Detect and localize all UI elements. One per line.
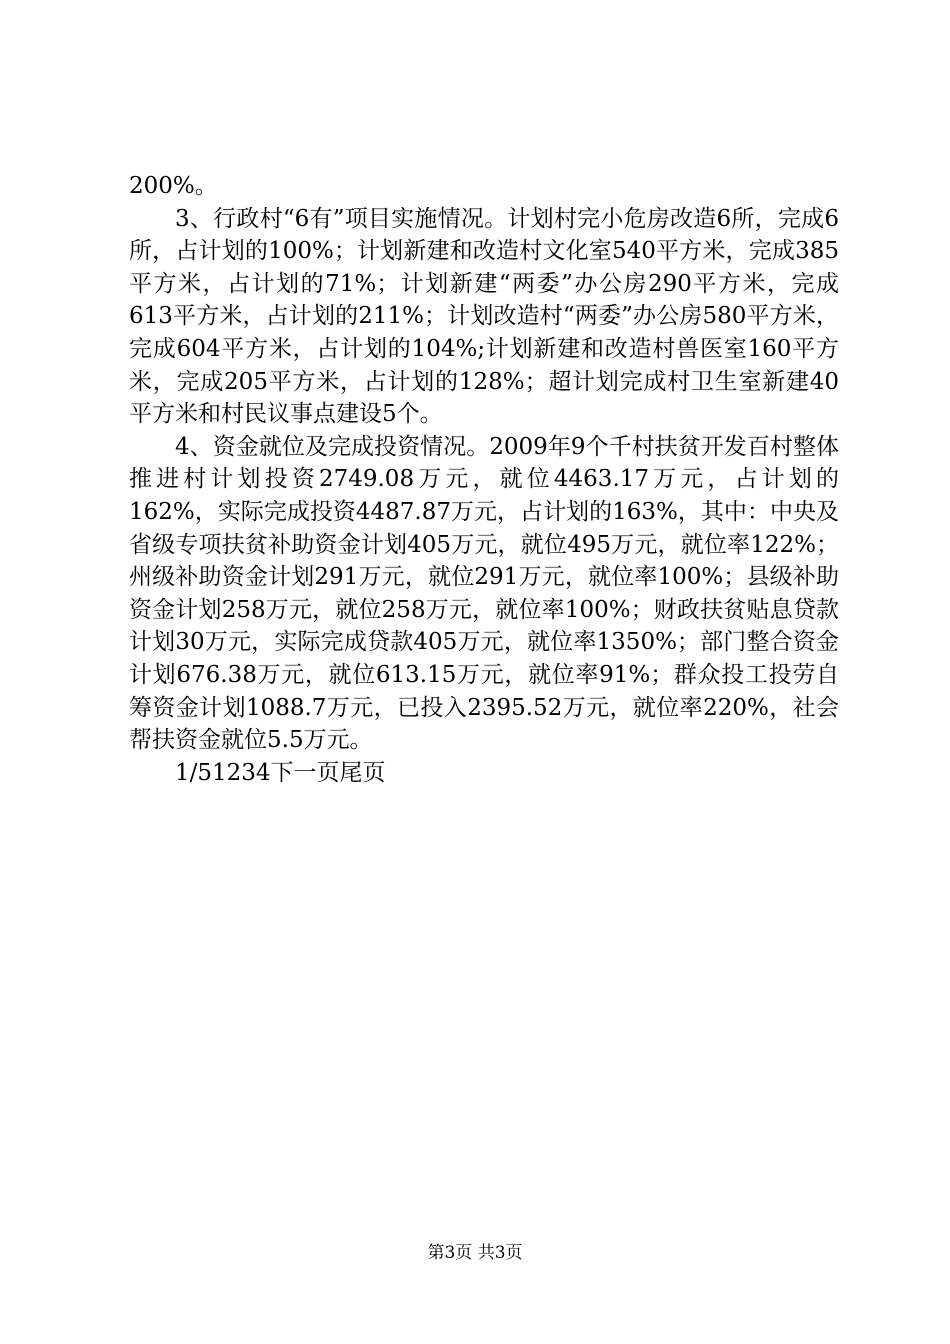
paragraph-item-3: 3、行政村“6有”项目实施情况。计划村完小危房改造6所，完成6所，占计划的100%；计划新建和改造村文化室540平方米，完成385平方米，占计划的71%；计划新建“两委”办公房290平方米，完成613平方米，占计划的211%；计划改造村“两委”办公房580平方米，完成604平方米，占计划的104%;计划新建和改造村兽医室160平方米，完成205平方米，占计划的128%；超计划完成村卫生室新建40平方米和村民议事点建设5个。: [129, 205, 839, 428]
paragraph-item-4: 4、资金就位及完成投资情况。2009年9个千村扶贫开发百村整体推进村计划投资2749.08万元，就位4463.17万元，占计划的162%，实际完成投资4487.87万元，占计划的163%，其中：中央及省级专项扶贫补助资金计划405万元，就位495万元，就位率122%；州级补助资金计划291万元，就位291万元，就位率100%；县级补助资金计划258万元，就位258万元，就位率100%；财政扶贫贴息贷款计划30万元，实际完成贷款405万元，就位率1350%；部门整合资金计划676.38万元，就位613.15万元，就位率91%；群众投工投劳自筹资金计划1088.7万元，已投入2395.52万元，就位率220%，社会帮扶资金就位5.5万元。: [129, 433, 839, 754]
paragraph-continuation: 200%。: [129, 173, 218, 199]
page-footer: 第3页 共3页: [427, 1243, 523, 1263]
document-body: [129, 170, 839, 789]
pagination-link-text[interactable]: 1/51234下一页尾页: [175, 759, 386, 786]
